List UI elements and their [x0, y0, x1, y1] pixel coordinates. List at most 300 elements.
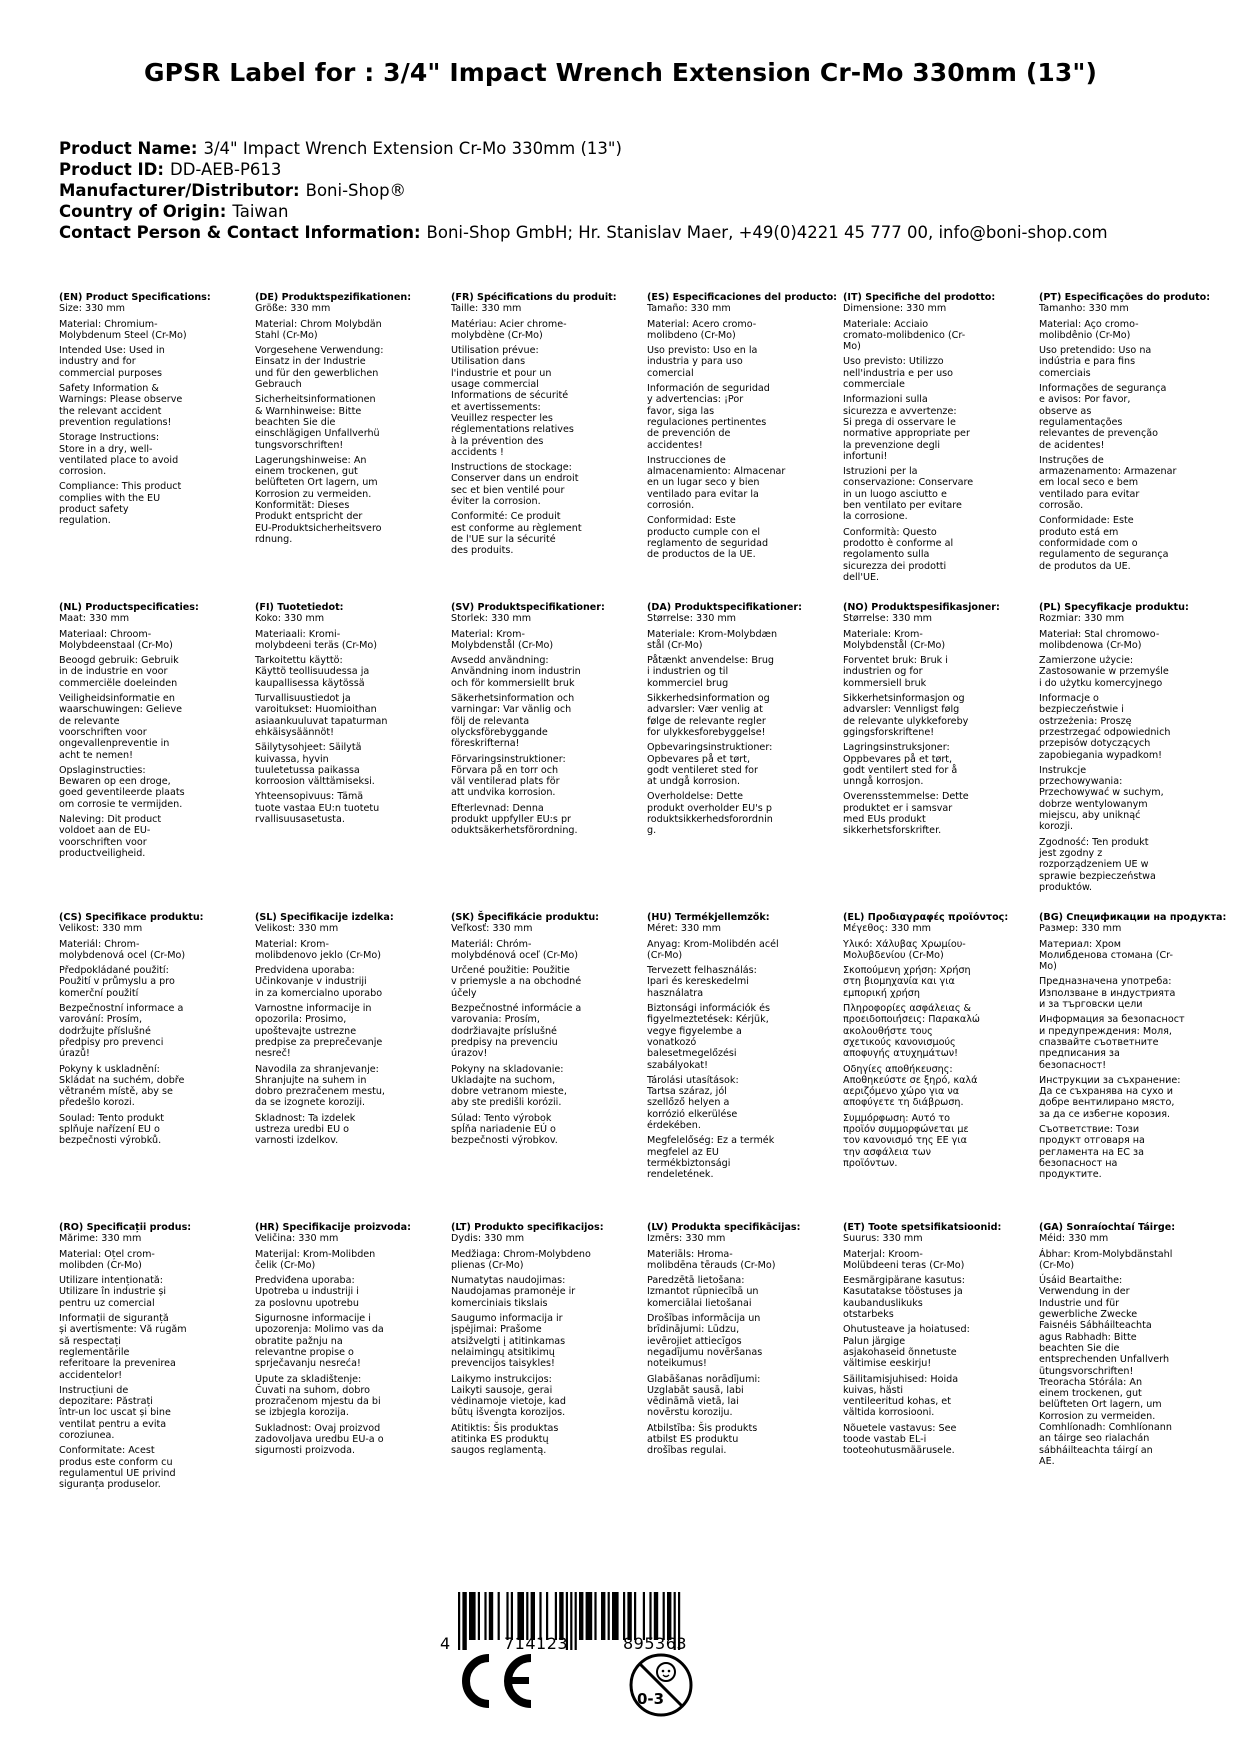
barcode-bar: [489, 1592, 493, 1640]
spec-line: regulamento de segurança: [1039, 549, 1169, 561]
spec-section: [451, 754, 629, 799]
spec-section: [843, 394, 1021, 462]
spec-line: Размер: 330 mm: [1039, 923, 1122, 935]
spec-line: Stahl (Cr-Mo): [255, 329, 318, 341]
spec-line: Upotreba u industriji i: [255, 1286, 359, 1298]
spec-section: [1039, 765, 1217, 833]
spec-line: tooteohutusmäärusele.: [843, 1445, 955, 1457]
info-row: [59, 138, 1108, 159]
spec-section: [451, 613, 629, 624]
spec-section: [255, 394, 433, 450]
spec-section: [59, 655, 237, 689]
spec-line: & Warnhinweise: Bitte: [255, 405, 362, 417]
spec-line: molybdenová ocel (Cr-Mo): [59, 949, 186, 961]
spec-line: într-un loc uscat și bine: [59, 1407, 171, 1419]
spec-line: ggingsforskriftene!: [843, 726, 935, 738]
spec-line: beachten Sie die: [255, 416, 336, 428]
spec-block: [59, 1222, 237, 1491]
spec-line: Предназначена употреба:: [1039, 976, 1172, 988]
spec-line: προϊόντων.: [843, 1157, 898, 1169]
spec-line: the relevant accident: [59, 405, 162, 417]
spec-section: [647, 1075, 825, 1131]
spec-line: Zastosowanie w przemyśle: [1039, 666, 1169, 678]
spec-block-title: (FI) Tuotetiedot:: [255, 602, 344, 613]
spec-line: vältimise eeskirju!: [843, 1358, 932, 1370]
spec-section: [255, 613, 433, 624]
spec-line: продуктите.: [1039, 1169, 1102, 1181]
spec-block-title: (BG) Спецификации на продукта:: [1039, 912, 1227, 923]
info-label: Manufacturer/Distributor:: [59, 181, 300, 200]
spec-line: Shranjujte na suhem in: [255, 1074, 367, 1086]
spec-line: produktów.: [1039, 881, 1093, 893]
spec-line: l'industrie et pour un: [451, 367, 552, 379]
barcode-bar: [531, 1592, 535, 1640]
spec-line: infortuni!: [843, 450, 888, 462]
spec-line: einschlägigen Unfallverhü: [255, 428, 380, 440]
spec-line: belüfteten Ort lagern, um: [1039, 1399, 1162, 1411]
spec-line: Opbevares på et tørt,: [647, 753, 750, 765]
barcode-bar: [643, 1592, 645, 1640]
spec-line: figyelmeztetések: Kérjük,: [647, 1014, 769, 1026]
spec-section: [255, 693, 433, 738]
spec-section: [647, 613, 825, 624]
spec-line: kaubanduslikuks: [843, 1297, 923, 1309]
spec-line: Glabāšanas norādījumi:: [647, 1373, 761, 1385]
spec-section: [59, 814, 237, 859]
spec-block-title: (LT) Produkto specifikacijos:: [451, 1222, 604, 1233]
spec-line: ievērojiet attiecīgos: [647, 1335, 742, 1347]
spec-section: [843, 1374, 1021, 1419]
spec-section: [1039, 1075, 1217, 1120]
spec-line: referitoare la prevenirea: [59, 1358, 176, 1370]
spec-line: comerciais: [1039, 367, 1091, 379]
spec-line: siguranța produselor.: [59, 1479, 161, 1491]
spec-section: [647, 383, 825, 451]
barcode-bar: [608, 1592, 610, 1640]
spec-section: [255, 1374, 433, 1419]
info-value: Boni-Shop GmbH; Hr. Stanislav Maer, +49(0)4221 45 777 00, info@boni-shop.com: [426, 223, 1108, 242]
spec-section: [451, 345, 629, 458]
spec-line: Istruzioni per la: [843, 466, 918, 478]
spec-line: beachten Sie die: [1039, 1342, 1120, 1354]
spec-block: [59, 912, 237, 1147]
spec-section: [59, 1275, 237, 1309]
spec-section: [451, 629, 629, 652]
spec-section: [59, 1003, 237, 1059]
spec-line: accidentelor!: [59, 1369, 123, 1381]
spec-line: comercial: [647, 367, 694, 379]
spec-line: Σκοπούμενη χρήση: Χρήση: [843, 965, 971, 977]
spec-line: Paredzētā lietošana:: [647, 1275, 745, 1287]
spec-line: Mo): [843, 341, 861, 353]
spec-line: ventilado para evitar la: [647, 488, 759, 500]
spec-line: předpisy pro prevenci: [59, 1036, 164, 1048]
spec-line: Ohutusteave ja hoiatused:: [843, 1324, 970, 1336]
info-row: [59, 222, 1108, 243]
spec-line: varoitukset: Huomioithan: [255, 704, 377, 716]
spec-section: [59, 1445, 237, 1490]
barcode-bar: [498, 1592, 500, 1640]
spec-line: corrosion.: [59, 466, 107, 478]
spec-block: [1039, 1222, 1217, 1467]
spec-line: Material: Acero cromo-: [647, 318, 757, 330]
spec-line: Ukladajte na suchom,: [451, 1074, 556, 1086]
spec-line: følge de relevante regler: [647, 715, 766, 727]
spec-line: ostrzeżenia: Proszę: [1039, 715, 1132, 727]
spec-line: sicurezza e avvertenze:: [843, 405, 957, 417]
spec-line: de l'UE sur la sécurité: [451, 533, 556, 545]
spec-line: roduktsikkerhedsforordnin: [647, 814, 773, 826]
spec-line: produkt overholder EU's p: [647, 802, 772, 814]
spec-line: Conserver dans un endroit: [451, 473, 579, 485]
spec-line: kaupallisessa käytössä: [255, 677, 365, 689]
spec-section: [843, 742, 1021, 787]
info-row: [59, 180, 1108, 201]
spec-line: voldoet aan de EU-: [59, 825, 151, 837]
spec-line: Turvallisuustiedot ja: [255, 693, 351, 705]
spec-line: Pokyny k uskladnění:: [59, 1063, 160, 1075]
spec-line: Instrucțiuni de: [59, 1384, 129, 1396]
spec-line: Materiale: Krom-: [843, 628, 923, 640]
spec-section: [451, 1374, 629, 1419]
spec-line: Velikost: 330 mm: [59, 923, 143, 935]
page-title: GPSR Label for : 3/4" Impact Wrench Extension Cr-Mo 330mm (13"): [143, 58, 1098, 87]
spec-line: Velikost: 330 mm: [255, 923, 339, 935]
spec-line: commercial purposes: [59, 367, 162, 379]
spec-line: sicurezza dei prodotti: [843, 560, 947, 572]
spec-line: tuuletetussa paikassa: [255, 764, 360, 776]
spec-line: Matériau: Acier chrome-: [451, 318, 567, 330]
spec-line: sigurnosti proizvoda.: [255, 1445, 355, 1457]
spec-line: att undvika korrosion.: [451, 787, 556, 799]
spec-section: [451, 803, 629, 837]
spec-line: advarsler: Vennligst følg: [843, 704, 960, 716]
spec-line: ακολουθήστε τους: [843, 1025, 933, 1037]
spec-block: [843, 912, 1021, 1169]
spec-line: saugos reglamentą.: [451, 1445, 547, 1457]
spec-line: Да се съхранява на сухо и: [1039, 1086, 1173, 1098]
spec-line: molibdenovo jeklo (Cr-Mo): [255, 949, 382, 961]
barcode-bar: [623, 1592, 625, 1640]
spec-section: [255, 1313, 433, 1369]
spec-section: [59, 1313, 237, 1381]
spec-section: [59, 432, 237, 477]
spec-line: de relevante ulykkeforeby: [843, 715, 969, 727]
spec-line: Utilizare în industrie și: [59, 1286, 167, 1298]
spec-line: Μολυβδενίου (Cr-Mo): [843, 949, 944, 961]
spec-line: Gebrauch: [255, 379, 302, 391]
spec-line: Palun järgige: [843, 1335, 906, 1347]
spec-section: [647, 1374, 825, 1419]
spec-line: conformidade com o: [1039, 537, 1138, 549]
spec-line: Utilisation prévue:: [451, 345, 539, 357]
spec-line: varningar: Var vänlig och: [451, 704, 572, 716]
spec-line: и за търговски цели: [1039, 999, 1143, 1011]
spec-line: dodržiavajte príslušné: [451, 1025, 557, 1037]
spec-section: [843, 1113, 1021, 1169]
spec-line: Určené použitie: Použitie: [451, 965, 570, 977]
spec-line: Veuillez respecter les: [451, 412, 553, 424]
spec-section: [451, 1233, 629, 1244]
barcode-bar: [575, 1592, 577, 1650]
spec-line: unngå korrosjon.: [843, 776, 924, 788]
spec-line: Информация за безопасност: [1039, 1014, 1185, 1026]
spec-line: relevantes de prevenção: [1039, 428, 1159, 440]
spec-line: bezpečnosti výrobkov.: [451, 1135, 558, 1147]
spec-section: [1039, 383, 1217, 451]
spec-section: [59, 319, 237, 342]
spec-line: produkt uppfyller EU:s pr: [451, 814, 572, 826]
spec-section: [843, 613, 1021, 624]
spec-line: AE.: [1039, 1455, 1055, 1467]
spec-block-title: (EN) Product Specifications:: [59, 292, 211, 303]
spec-line: brīdinājumi: Lūdzu,: [647, 1324, 740, 1336]
spec-line: och för kommersiellt bruk: [451, 677, 575, 689]
spec-line: regulaciones pertinentes: [647, 416, 767, 428]
spec-line: coroziunea.: [59, 1430, 115, 1442]
spec-block-title: (PT) Especificações do produto:: [1039, 292, 1211, 303]
spec-line: Soulad: Tento produkt: [59, 1112, 165, 1124]
spec-section: [59, 939, 237, 962]
spec-section: [1039, 515, 1217, 571]
spec-line: předešlo korozi.: [59, 1097, 135, 1109]
spec-line: dell'UE.: [843, 571, 880, 583]
spec-block: [1039, 912, 1227, 1181]
info-value: DD-AEB-P613: [169, 160, 282, 179]
spec-line: productveiligheid.: [59, 847, 146, 859]
spec-line: Størrelse: 330 mm: [647, 613, 737, 625]
spec-line: Utilizare intenționată:: [59, 1275, 163, 1287]
spec-line: éviter la corrosion.: [451, 496, 541, 508]
barcode-bar: [667, 1592, 671, 1640]
spec-section: [255, 1275, 433, 1309]
spec-section: [451, 1423, 629, 1457]
spec-line: și avertismente: Vă rugăm: [59, 1324, 187, 1336]
spec-section: [647, 455, 825, 511]
spec-line: Sikkerhedsinformation og: [647, 693, 770, 705]
spec-block: [647, 1222, 825, 1457]
spec-line: Store in a dry, well-: [59, 443, 153, 455]
spec-section: [843, 527, 1021, 583]
spec-line: Avsedd användning:: [451, 655, 549, 667]
spec-line: Uzglabāt sausā, labi: [647, 1384, 744, 1396]
spec-line: atbilst ES produktu: [647, 1434, 739, 1446]
spec-section: [843, 1275, 1021, 1320]
spec-section: [59, 345, 237, 379]
spec-line: Laikyti sausoje, gerai: [451, 1384, 553, 1396]
spec-line: Molybdeenstaal (Cr-Mo): [59, 639, 173, 651]
spec-line: predpisy na prevenciu: [451, 1036, 558, 1048]
spec-line: industrien og for: [843, 666, 923, 678]
info-value: Boni-Shop®: [305, 181, 407, 200]
spec-line: i do użytku komercyjnego: [1039, 677, 1163, 689]
spec-section: [647, 965, 825, 999]
spec-line: agus Rabhadh: Bitte: [1039, 1331, 1137, 1343]
spec-section: [1039, 837, 1217, 893]
spec-line: nell'industria e per uso: [843, 367, 954, 379]
spec-line: EU-Produktsicherheitsvero: [255, 522, 382, 534]
spec-line: Μέγεθος: 330 mm: [843, 923, 932, 935]
spec-line: (Cr-Mo): [647, 949, 683, 961]
spec-section: [451, 939, 629, 962]
spec-line: Използване в индустрията: [1039, 987, 1176, 999]
spec-line: Инструкции за съхранение:: [1039, 1074, 1181, 1086]
spec-section: [1039, 1249, 1217, 1272]
spec-section: [647, 303, 825, 314]
spec-line: korroosion välttämiseksi.: [255, 776, 375, 788]
spec-section: [59, 765, 237, 810]
spec-line: Skladnost: Ta izdelek: [255, 1112, 356, 1124]
spec-line: y advertencias: ¡Por: [647, 394, 744, 406]
spec-line: ütungsvorschriften!: [1039, 1365, 1134, 1377]
spec-line: cromato-molibdenico (Cr-: [843, 329, 966, 341]
spec-section: [255, 965, 433, 999]
barcode-bar: [555, 1592, 557, 1640]
spec-line: спазвайте съответните: [1039, 1036, 1159, 1048]
spec-section: [59, 1233, 237, 1244]
spec-line: produs este conform cu: [59, 1456, 173, 1468]
info-value: Taiwan: [232, 202, 289, 221]
spec-line: dodržujte příslušné: [59, 1025, 151, 1037]
spec-line: de produtos da UE.: [1039, 560, 1131, 572]
spec-line: usage commercial: [451, 379, 539, 391]
spec-line: indústria e para fins: [1039, 356, 1136, 368]
spec-line: Materiaal: Chroom-: [59, 628, 152, 640]
spec-line: upozorenja: Molimo vas da: [255, 1324, 384, 1336]
spec-line: przestrzegać odpowiednich: [1039, 726, 1171, 738]
spec-line: Sigurnosne informacije i: [255, 1313, 371, 1325]
barcode-bar: [506, 1592, 508, 1640]
spec-line: produto está em: [1039, 526, 1119, 538]
spec-block-title: (FR) Spécifications du produit:: [451, 292, 617, 303]
spec-section: [255, 319, 433, 342]
spec-line: voorschriften voor: [59, 726, 147, 738]
spec-line: Bezpečnostné informácie a: [451, 1003, 582, 1015]
spec-line: szabályokat!: [647, 1059, 708, 1071]
spec-line: Informações de segurança: [1039, 383, 1167, 395]
spec-line: accidents !: [451, 446, 504, 458]
spec-block-title: (GA) Sonraíochtaí Táirge:: [1039, 1222, 1176, 1233]
spec-line: Material: Chromium-: [59, 318, 158, 330]
spec-section: [843, 791, 1021, 836]
spec-section: [451, 923, 629, 934]
spec-line: την ασφάλεια των: [843, 1146, 931, 1158]
spec-line: sprawie bezpieczeństwa: [1039, 870, 1156, 882]
spec-line: predpise za preprečevanje: [255, 1036, 383, 1048]
spec-line: goed geventileerde plaats: [59, 787, 185, 799]
spec-line: Produkt entspricht der: [255, 511, 363, 523]
spec-section: [647, 1423, 825, 1457]
spec-line: termékbiztonsági: [647, 1157, 731, 1169]
spec-line: Efterlevnad: Denna: [451, 802, 544, 814]
spec-section: [255, 455, 433, 545]
spec-line: reglamento de seguridad: [647, 537, 769, 549]
spec-line: g.: [647, 825, 657, 837]
spec-section: [451, 693, 629, 749]
spec-line: de acidentes!: [1039, 439, 1105, 451]
spec-block: [255, 1222, 433, 1457]
spec-line: de relevante: [59, 715, 120, 727]
spec-line: regulamentul UE privind: [59, 1467, 176, 1479]
spec-line: Συμμόρφωση: Αυτό το: [843, 1112, 951, 1124]
spec-line: relevantne propise o: [255, 1346, 354, 1358]
spec-line: in de industrie en voor: [59, 666, 168, 678]
spec-section: [255, 1003, 433, 1059]
spec-line: să respectați: [59, 1335, 121, 1347]
spec-line: Biztonsági információk és: [647, 1003, 770, 1015]
spec-section: [1039, 693, 1217, 761]
spec-block: [255, 602, 433, 825]
spec-line: Materiał: Stal chromowo-: [1039, 628, 1160, 640]
spec-line: Conformidade: Este: [1039, 515, 1134, 527]
spec-line: almacenamiento: Almacenar: [647, 466, 786, 478]
spec-line: čelik (Cr-Mo): [255, 1259, 316, 1271]
spec-line: complies with the EU: [59, 492, 161, 504]
spec-line: Úsáid Beartaithe:: [1039, 1275, 1123, 1287]
spec-line: upoštevajte ustrezne: [255, 1025, 357, 1037]
spec-line: kommerciel brug: [647, 677, 729, 689]
barcode-digit-left: 4: [440, 1634, 451, 1653]
spec-line: úrazov!: [451, 1048, 488, 1060]
spec-section: [843, 693, 1021, 738]
spec-line: prevencijos taisykles!: [451, 1358, 555, 1370]
spec-line: Dimensione: 330 mm: [843, 303, 947, 315]
spec-line: em local seco e bem: [1039, 477, 1139, 489]
spec-section: [1039, 629, 1217, 652]
spec-line: προϊόν συμμορφώνεται με: [843, 1124, 969, 1136]
spec-line: Compliance: This product: [59, 481, 182, 493]
spec-line: větraném místě, aby se: [59, 1086, 173, 1098]
spec-section: [647, 1003, 825, 1071]
barcode-bar: [458, 1592, 460, 1650]
spec-line: Storage Instructions:: [59, 432, 160, 444]
spec-line: Megfelelőség: Ez a termék: [647, 1135, 775, 1147]
spec-line: nesreč!: [255, 1048, 291, 1060]
spec-line: vėdinamoje vietoje, kad: [451, 1396, 567, 1408]
spec-line: jest zgodny z: [1039, 847, 1103, 859]
barcode-bar: [649, 1592, 651, 1640]
spec-line: za poslovnu upotrebu: [255, 1297, 359, 1309]
barcode-bar: [627, 1592, 631, 1640]
spec-line: Påtænkt anvendelse: Brug: [647, 655, 775, 667]
spec-section: [843, 1233, 1021, 1244]
spec-section: [1039, 303, 1217, 314]
spec-line: at undgå korrosion.: [647, 776, 741, 788]
spec-section: [59, 693, 237, 761]
spec-line: и предупреждения: Моля,: [1039, 1025, 1172, 1037]
spec-section: [451, 319, 629, 342]
spec-line: Uso pretendido: Uso na: [1039, 345, 1152, 357]
barcode-bar: [484, 1592, 486, 1640]
spec-line: product safety: [59, 504, 129, 516]
barcode-bar: [559, 1592, 563, 1640]
spec-line: Materiaali: Kromi-: [255, 628, 341, 640]
spec-line: atitinka ES produktų: [451, 1434, 549, 1446]
spec-block-title: (ES) Especificaciones del producto:: [647, 292, 838, 303]
spec-line: varnosti izdelkov.: [255, 1135, 339, 1147]
barcode-bar: [546, 1592, 548, 1640]
spec-block-title: (CS) Specifikace produktu:: [59, 912, 204, 923]
spec-line: Tamanho: 330 mm: [1039, 303, 1129, 315]
barcode-bar: [654, 1592, 658, 1640]
spec-line: Korrosion zu vermeiden.: [255, 488, 372, 500]
spec-section: [1039, 613, 1217, 624]
spec-section: [647, 693, 825, 738]
spec-section: [255, 303, 433, 314]
spec-section: [451, 303, 629, 314]
ce-mark-icon: [455, 1652, 537, 1714]
spec-section: [843, 1249, 1021, 1272]
